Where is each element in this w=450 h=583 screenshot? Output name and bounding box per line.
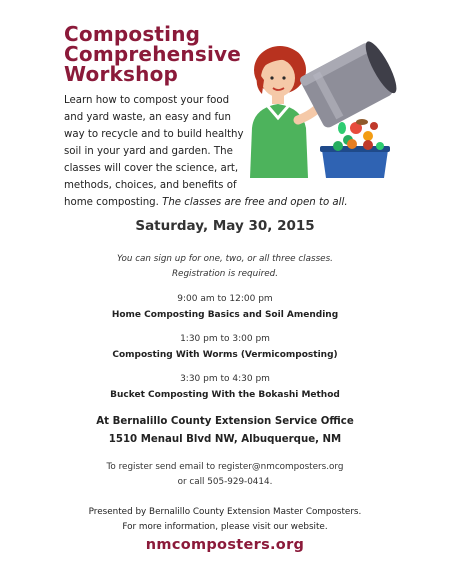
session-title: Bucket Composting With the Bokashi Method bbox=[110, 390, 340, 400]
session-title: Home Composting Basics and Soil Amending bbox=[111, 310, 339, 320]
intro-line: way to recycle and to build healthy bbox=[64, 129, 244, 140]
signup-note: You can sign up for one, two, or all three classes. bbox=[117, 254, 333, 264]
register-phone: or call 505-929-0414. bbox=[177, 477, 273, 487]
intro-free-note: The classes are free and open to all. bbox=[162, 197, 348, 208]
intro-line-last bbox=[64, 194, 354, 211]
intro-line: and yard waste, an easy and fun bbox=[64, 112, 231, 123]
title-line: Composting bbox=[64, 22, 201, 46]
location-name: At Bernalillo County Extension Service Office bbox=[96, 416, 354, 427]
session-title: Composting With Worms (Vermicomposting) bbox=[112, 350, 338, 360]
session-time: 3:30 pm to 4:30 pm bbox=[180, 374, 270, 384]
title-line: Workshop bbox=[64, 62, 179, 86]
registration-required: Registration is required. bbox=[171, 269, 279, 279]
intro-line: methods, choices, and benefits of bbox=[64, 180, 237, 191]
intro-line: soil in your yard and garden. The bbox=[64, 146, 233, 157]
intro-line: Learn how to compost your food bbox=[64, 95, 230, 106]
title-line: Comprehensive bbox=[64, 42, 242, 66]
website-link[interactable]: nmcomposters.org bbox=[145, 537, 305, 553]
register-email: To register send email to register@nmcomposters.org bbox=[106, 462, 344, 472]
location-address: 1510 Menaul Blvd NW, Albuquerque, NM bbox=[108, 434, 342, 445]
event-date: Saturday, May 30, 2015 bbox=[135, 218, 315, 234]
intro-line: classes will cover the science, art, bbox=[64, 163, 239, 174]
workshop-title bbox=[64, 24, 241, 84]
intro-last-start: home composting. bbox=[64, 197, 159, 208]
session-time: 1:30 pm to 3:00 pm bbox=[180, 334, 270, 344]
more-info: For more information, please visit our website. bbox=[122, 522, 328, 532]
session-time: 9:00 am to 12:00 pm bbox=[177, 294, 273, 304]
intro-paragraph bbox=[64, 92, 354, 211]
presented-by: Presented by Bernalillo County Extension Master Composters. bbox=[88, 507, 362, 517]
